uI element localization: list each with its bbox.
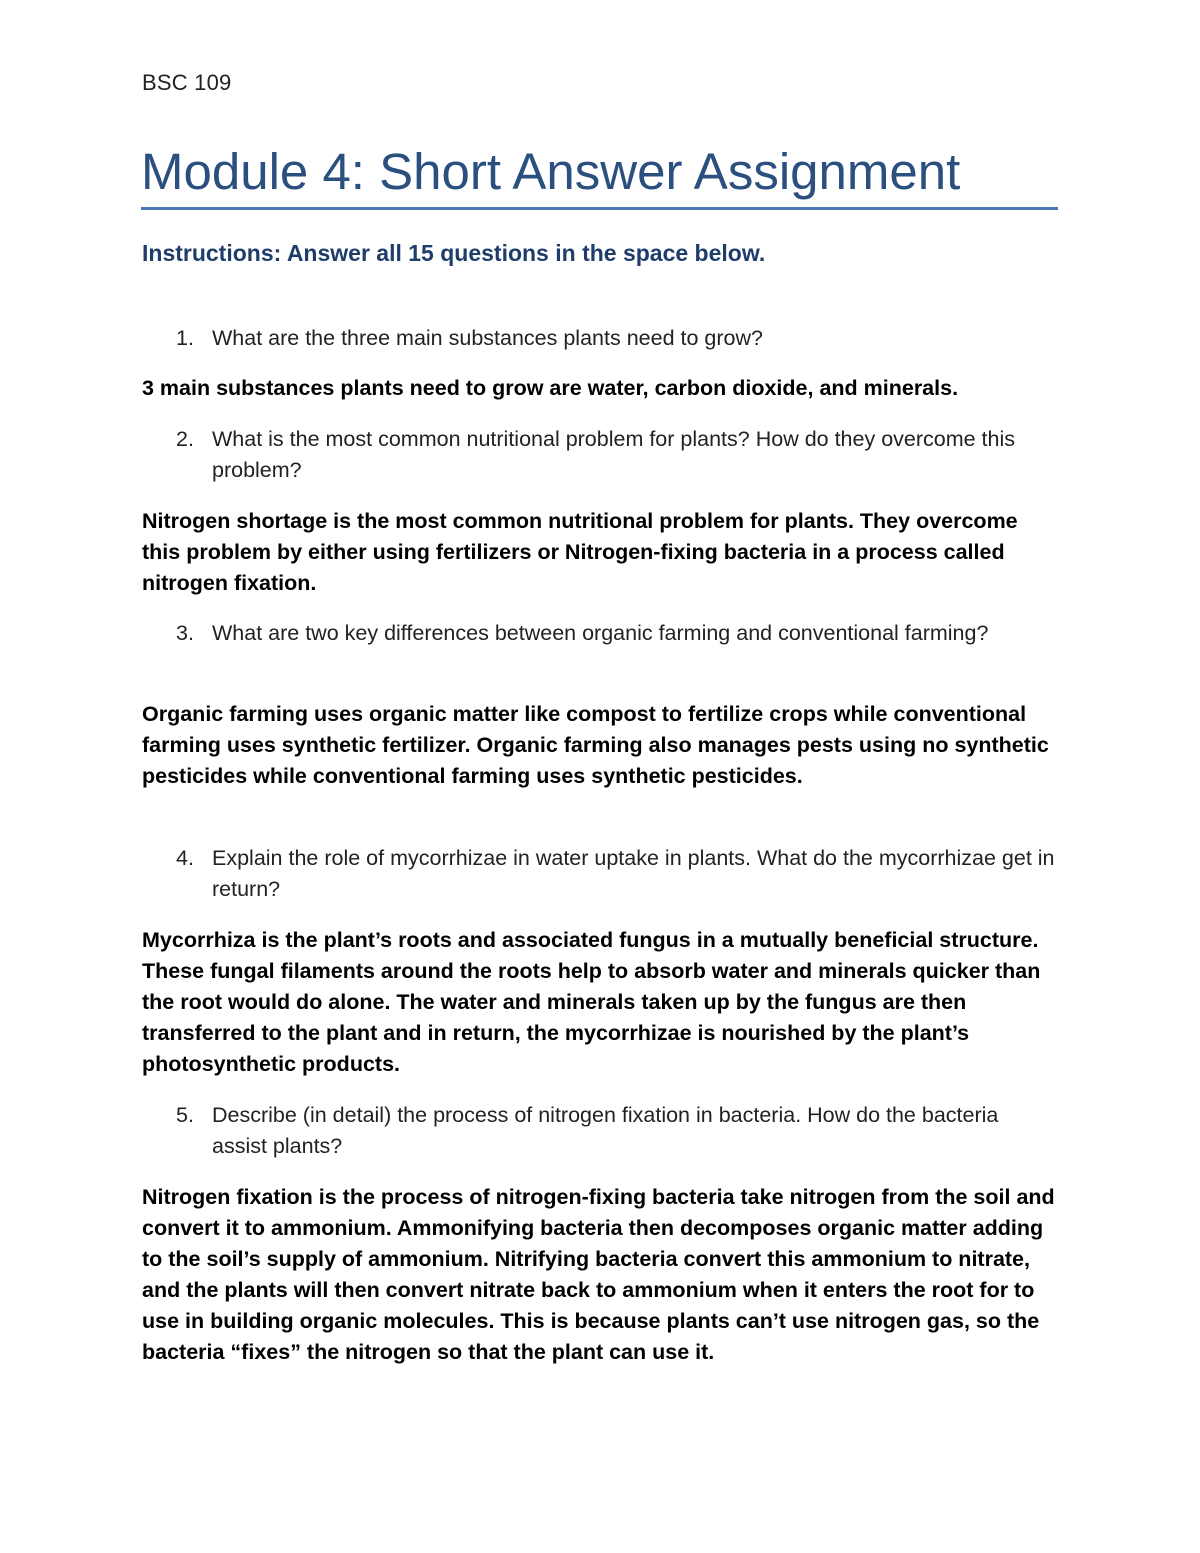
question-text: What are the three main substances plants need to grow? xyxy=(212,326,763,350)
question-text: Explain the role of mycorrhizae in water uptake in plants. What do the mycorrhizae get in return? xyxy=(212,846,1055,901)
answer-text: Nitrogen shortage is the most common nutritional problem for plants. They overcome this problem by either using fertilizers or Nitrogen-fixing bacteria in a process called nitrogen fixation. xyxy=(142,509,1018,595)
answer-text: Mycorrhiza is the plant’s roots and associated fungus in a mutually beneficial structure. These fungal filaments around the roots help to absorb water and minerals quicker than the root would do alone. The water and minerals taken up by the fungus are then transferred to the plant and in return, the mycorrhizae is nourished by the plant’s photosynthetic products. xyxy=(142,928,1041,1076)
instructions-heading: Instructions: Answer all 15 questions in the space below. xyxy=(142,240,766,266)
question-text: What is the most common nutritional problem for plants? How do they overcome this problem? xyxy=(212,427,1016,482)
page-title: Module 4: Short Answer Assignment xyxy=(141,143,961,200)
question-item xyxy=(176,424,1056,486)
question-number: 4. xyxy=(176,846,194,870)
question-text: Describe (in detail) the process of nitrogen fixation in bacteria. How do the bacteria assist plants? xyxy=(212,1103,999,1158)
course-code: BSC 109 xyxy=(142,70,232,95)
answer-text: Organic farming uses organic matter like compost to fertilize crops while conventional farming uses synthetic fertilizer. Organic farming also manages pests using no synthetic pesticides while conventional farming uses synthetic pesticides. xyxy=(142,702,1049,788)
question-item xyxy=(176,618,1056,649)
question-number: 5. xyxy=(176,1103,194,1127)
question-item xyxy=(176,1100,1056,1162)
answer-text: 3 main substances plants need to grow are water, carbon dioxide, and minerals. xyxy=(142,376,959,400)
question-number: 1. xyxy=(176,326,194,350)
question-item xyxy=(176,323,1056,354)
question-number: 2. xyxy=(176,427,194,451)
question-item xyxy=(176,843,1056,905)
answer-text: Nitrogen fixation is the process of nitrogen-fixing bacteria take nitrogen from the soil and convert it to ammonium. Ammonifying bacteria then decomposes organic matter adding to the soil’s supply of ammonium. Nitrifying bacteria convert this ammonium to nitrate, and the plants will then convert nitrate back to ammonium when it enters the root for to use in building organic molecules. This is because plants can’t use nitrogen gas, so the bacteria “fixes” the nitrogen so that the plant can use it. xyxy=(142,1185,1055,1364)
question-number: 3. xyxy=(176,621,194,645)
question-text: What are two key differences between organic farming and conventional farming? xyxy=(212,621,989,645)
